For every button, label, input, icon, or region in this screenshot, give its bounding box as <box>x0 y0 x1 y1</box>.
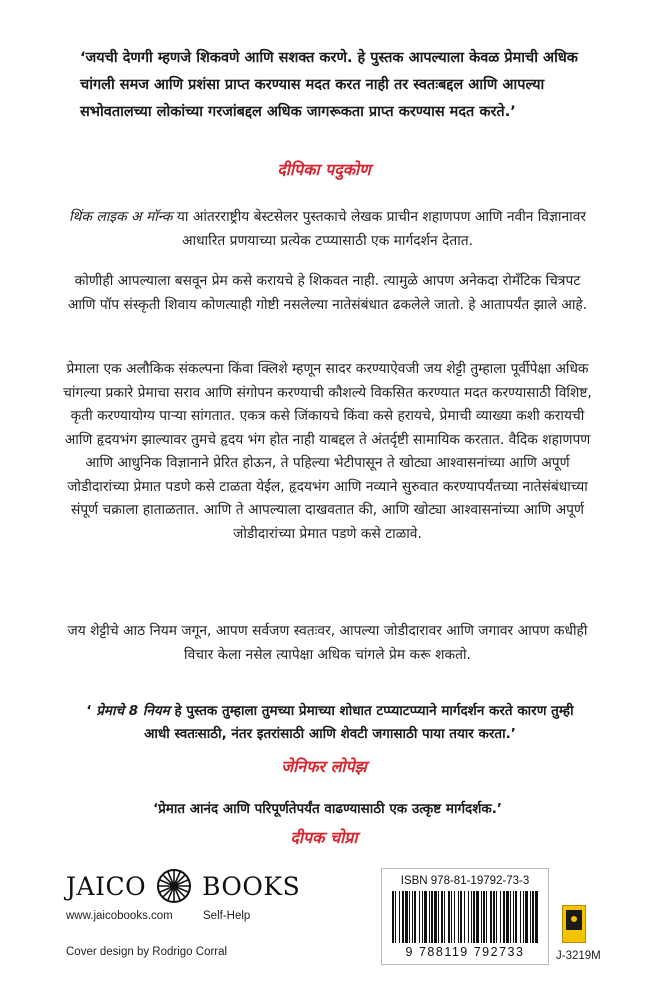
barcode-bar <box>451 891 452 943</box>
barcode-bar <box>460 891 462 943</box>
barcode-bar <box>458 891 459 943</box>
barcode-bar <box>468 891 469 943</box>
barcode-bar <box>464 891 465 943</box>
barcode-bar <box>405 891 408 943</box>
barcode-bar <box>392 891 394 943</box>
paragraph-four <box>60 620 595 667</box>
barcode-bar <box>434 891 437 943</box>
isbn-label: ISBN 978-81-19792-73-3 <box>400 875 530 887</box>
book-title-think-like-a-monk: थिंक लाइक अ मॉन्क <box>68 209 173 225</box>
barcode-bar <box>448 891 450 943</box>
barcode-bars <box>390 891 540 943</box>
bottom-quote-attribution: दीपक चोप्रा <box>290 828 358 847</box>
barcode-bar <box>500 891 501 943</box>
top-quote: ‘जयची देणगी म्हणजे शिकवणे आणि सशक्त करणे. हे पुस्तक आपल्याला केवळ प्रेमाची अधिक चांगली समज आणि प्रशंसा प्राप्त करण्यास मदत करत नाही तर स्वतःबद्दल आणि आपल्या सभोवतालच्या लोकांच्या गरजांबद्दल अधिक जागरूकता प्राप्त करण्यास मदत करते.’ <box>80 50 578 120</box>
barcode-bar <box>402 891 404 943</box>
publisher-name-right: BOOKS <box>202 871 301 901</box>
middle-quote-text: हे पुस्तक तुम्हाला तुमच्या प्रेमाच्या शोधात टप्प्याटप्प्याने मार्गदर्शन करते कारण तुम्ही आधी स्वतःसाठी, नंतर इतरांसाठी आणि शेवटी जगासाठी पाया तयार करता.’ <box>144 703 574 742</box>
barcode-bar <box>493 891 495 943</box>
barcode-bar <box>414 891 416 943</box>
bottom-quote: ‘प्रेमात आनंद आणि परिपूर्णतेपर्यंत वाढण्यासाठी एक उत्कृष्ट मार्गदर्शक.’ <box>152 801 503 817</box>
barcode-bar <box>515 891 517 943</box>
barcode-bar <box>523 891 524 943</box>
barcode-bar <box>525 891 528 943</box>
barcode-bar <box>412 891 413 943</box>
paragraph-intro-text: या आंतरराष्ट्रीय बेस्टसेलर पुस्तकाचे लेखक प्राचीन शहाणपण आणि नवीन विज्ञानावर आधारित प्रणयाच्या प्रत्येक टप्प्यासाठी एक मार्गदर्शन देतात. <box>172 209 587 249</box>
barcode-bar <box>441 891 443 943</box>
publisher-website: www.jaicobooks.com <box>66 910 173 922</box>
barcode-bar <box>513 891 514 943</box>
barcode-bar <box>506 891 509 943</box>
barcode-bar <box>481 891 482 943</box>
barcode-bar <box>471 891 472 943</box>
paragraph-three-text: प्रेमाला एक अलौकिक संकल्पना किंवा क्लिशे म्हणून सादर करण्याऐवजी जय शेट्टी तुम्हाला पूर्वीपेक्षा अधिक चांगल्या प्रकारे प्रेमाचा सराव आणि संगोपन करण्याची कौशल्ये विकसित करण्यात मदत करण्यासाठी विशिष्ट, कृती करण्यायोग्य पाऱ्या सांगतात. एकत्र कसे जिंकायचे किंवा कसे हरायचे, प्रेमाची व्याख्या कशी करायची आणि हृदयभंग झाल्यावर तुमचे हृदय भंग होत नाही याबद्दल ते अंतर्दृष्टी सामायिक करतात. वैदिक शहाणपण आणि आधुनिक विज्ञानाने प्रेरित होऊन, ते पहिल्या भेटीपासून ते खोट्या आश्वासनांच्या आणि अपूर्ण जोडीदारांच्या प्रेमात पडणे कसे टाळता येईल, हृदयभंग आणि नव्याने सुरुवात करण्यापर्यंतच्या नातेसंबंधाच्या संपूर्ण चक्राला हाताळतात. आणि ते आपल्याला दाखवतात की, आणि खोट्या आश्वासनांच्या आणि अपूर्ण जोडीदारांच्या प्रेमात पडणे कसे टाळावे. <box>63 361 592 542</box>
barcode-bar <box>503 891 505 943</box>
barcode-bar <box>419 891 420 943</box>
barcode-bar <box>496 891 497 943</box>
barcode-bar <box>431 891 433 943</box>
top-quote-attribution: दीपिका पदुकोण <box>277 160 371 179</box>
barcode-bar <box>424 891 427 943</box>
publisher-name-left: JAICO <box>66 871 147 901</box>
paragraph-intro <box>60 206 595 253</box>
paragraph-two <box>60 270 595 317</box>
book-category: Self-Help <box>203 910 251 922</box>
paragraph-two-text: कोणीही आपल्याला बसवून प्रेम कसे करायचे हे शिकवत नाही. त्यामुळे आपण अनेकदा रोमँटिक चित्रपट आणि पॉप संस्कृती शिवाय कोणत्याही गोष्टी नसलेल्या नातेसंबंधात ढकलेले जातो. हे आतापर्यंत झाले आहे. <box>67 273 588 313</box>
publisher-logo <box>66 866 300 906</box>
paragraph-four-text: जय शेट्टीचे आठ नियम जगून, आपण सर्वजण स्वतःवर, आपल्या जोडीदारावर आणि जगावर आपण कधीही विचार केला नसेल त्यापेक्षा अधिक चांगले प्रेम करू शकतो. <box>67 623 588 663</box>
cover-credit: Cover design by Rodrigo Corral <box>66 946 228 958</box>
isbn-barcode <box>381 868 549 965</box>
middle-quote-open: ‘ <box>86 703 97 719</box>
barcode-bar <box>530 891 531 943</box>
barcode-bar <box>454 891 455 943</box>
barcode-bar <box>532 891 534 943</box>
barcode-bar <box>476 891 479 943</box>
barcode-bar <box>399 891 400 943</box>
product-code: J-3219M <box>556 950 601 962</box>
barcode-bar <box>409 891 410 943</box>
book-title-8-rules-of-love: प्रेमाचे 8 नियम <box>96 703 170 719</box>
barcode-bar <box>490 891 492 943</box>
paragraph-three <box>60 358 595 546</box>
barcode-bar <box>429 891 430 943</box>
middle-quote <box>75 700 585 746</box>
barcode-bar <box>535 891 538 943</box>
barcode-bar <box>483 891 485 943</box>
barcode-bar <box>422 891 423 943</box>
jaico-wheel-logo-icon <box>156 868 192 904</box>
publisher-badge-icon <box>562 905 586 943</box>
barcode-bar <box>473 891 475 943</box>
barcode-bar <box>438 891 439 943</box>
barcode-bar <box>510 891 511 943</box>
barcode-digits: 9 788119 792733 <box>405 945 525 959</box>
barcode-bar <box>486 891 487 943</box>
barcode-bar <box>520 891 521 943</box>
middle-quote-attribution: जेनिफर लोपेझ <box>281 757 367 776</box>
barcode-bar <box>444 891 445 943</box>
barcode-bar <box>395 891 396 943</box>
